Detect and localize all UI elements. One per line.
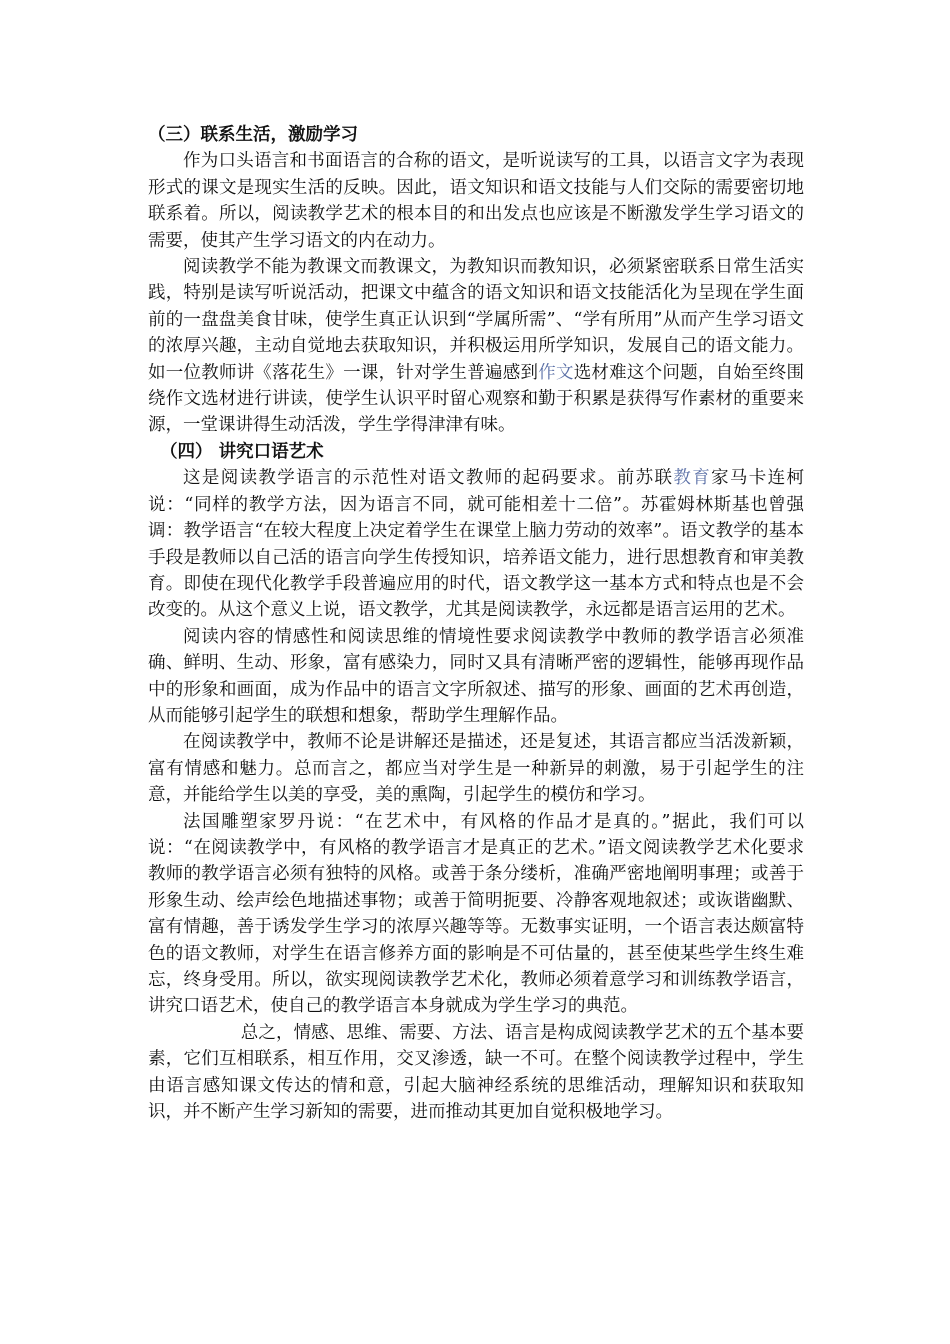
composition-link[interactable]: 作文 bbox=[538, 362, 574, 383]
paragraph-s3-2-text-b: 选材难这个问题，自始至终围绕作文选材进行讲读，使学生认识平时留心观察和勤于积累是获得写作素材的重要来源，一堂课讲得生动活泼，学生学得津津有味。 bbox=[148, 362, 805, 436]
paragraph-s4-1-text-b: 家马卡连柯说：“同样的教学方法，因为语言不同，就可能相差十二倍”。苏霍姆林斯基也曾强调：教学语言“在较大程度上决定着学生在课堂上脑力劳动的效率”。语文教学的基本手段是教师以自己活的语言向学生传授知识，培养语文能力，进行思想教育和审美教育。即使在现代化教学手段普遍应用的时代，语文教学这一基本方式和特点也是不会改变的。从这个意义上说，语文教学，尤其是阅读教学，永远都是语言运用的艺术。 bbox=[148, 468, 804, 621]
section-heading-3: （三）联系生活，激励学习 bbox=[148, 125, 358, 145]
paragraph-s3-1: 作为口头语言和书面语言的合称的语文，是听说读写的工具，以语言文字为表现形式的课文是现实生活的反映。因此，语文知识和语文技能与人们交际的需要密切地联系着。所以，阅读教学艺术的根本目的和出发点也应该是不断激发学生学习语文的需要，使其产生学习语文的内在动力。 bbox=[148, 151, 804, 251]
section-heading-4: （四） 讲究口语艺术 bbox=[160, 441, 324, 462]
paragraph-s3-2 bbox=[148, 254, 804, 439]
paragraph-s4-1-text-a: 这是阅读教学语言的示范性对语文教师的起码要求。前苏联 bbox=[183, 468, 674, 489]
document-page bbox=[148, 122, 804, 1125]
paragraph-s4-3: 在阅读教学中，教师不论是讲解还是描述，还是复述，其语言都应当活泼新颖，富有情感和魅力。总而言之，都应当对学生是一种新异的刺激，易于引起学生的注意，并能给学生以美的享受，美的熏陶，引起学生的模仿和学习。 bbox=[148, 732, 804, 806]
paragraph-conclusion: 总之，情感、思维、需要、方法、语言是构成阅读教学艺术的五个基本要素，它们互相联系，相互作用，交叉渗透，缺一不可。在整个阅读教学过程中，学生由语言感知课文传达的情和意，引起大脑神经系统的思维活动，理解知识和获取知识，并不断产生学习新知的需要，进而推动其更加自觉积极地学习。 bbox=[148, 1022, 804, 1123]
paragraph-s4-2: 阅读内容的情感性和阅读思维的情境性要求阅读教学中教师的教学语言必须准确、鲜明、生动、形象，富有感染力，同时又具有清晰严密的逻辑性，能够再现作品中的形象和画面，成为作品中的语言文字所叙述、描写的形象、画面的艺术再创造，从而能够引起学生的联想和想象，帮助学生理解作品。 bbox=[148, 626, 804, 726]
paragraph-s4-4: 法国雕塑家罗丹说：“在艺术中，有风格的作品才是真的。”据此，我们可以说：“在阅读教学中，有风格的教学语言才是真正的艺术。”语文阅读教学艺术化要求教师的教学语言必须有独特的风格。或善于条分缕析，准确严密地阐明事理；或善于形象生动、绘声绘色地描述事物；或善于简明扼要、冷静客观地叙述；或诙谐幽默、富有情趣，善于诱发学生学习的浓厚兴趣等等。无数事实证明，一个语言表达颇富特色的语文教师，对学生在语言修养方面的影响是不可估量的，甚至使某些学生终生难忘，终身受用。所以，欲实现阅读教学艺术化，教师必须着意学习和训练教学语言，讲究口语艺术，使自己的教学语言本身就成为学生学习的典范。 bbox=[148, 811, 804, 1017]
paragraph-s4-1 bbox=[148, 465, 804, 623]
education-link[interactable]: 教育 bbox=[673, 468, 712, 489]
paragraph-s3-2-text-a: 阅读教学不能为教课文而教课文，为教知识而教知识，必须紧密联系日常生活实践，特别是读写听说活动，把课文中蕴含的语文知识和语文技能活化为呈现在学生面前的一盘盘美食甘味，使学生真正认识到“学属所需”、“学有所用”从而产生学习语文的浓厚兴趣，主动自觉地去获取知识，并积极运用所学知识，发展自己的语文能力。如一位教师讲《落花生》一课，针对学生普遍感到 bbox=[148, 257, 804, 383]
